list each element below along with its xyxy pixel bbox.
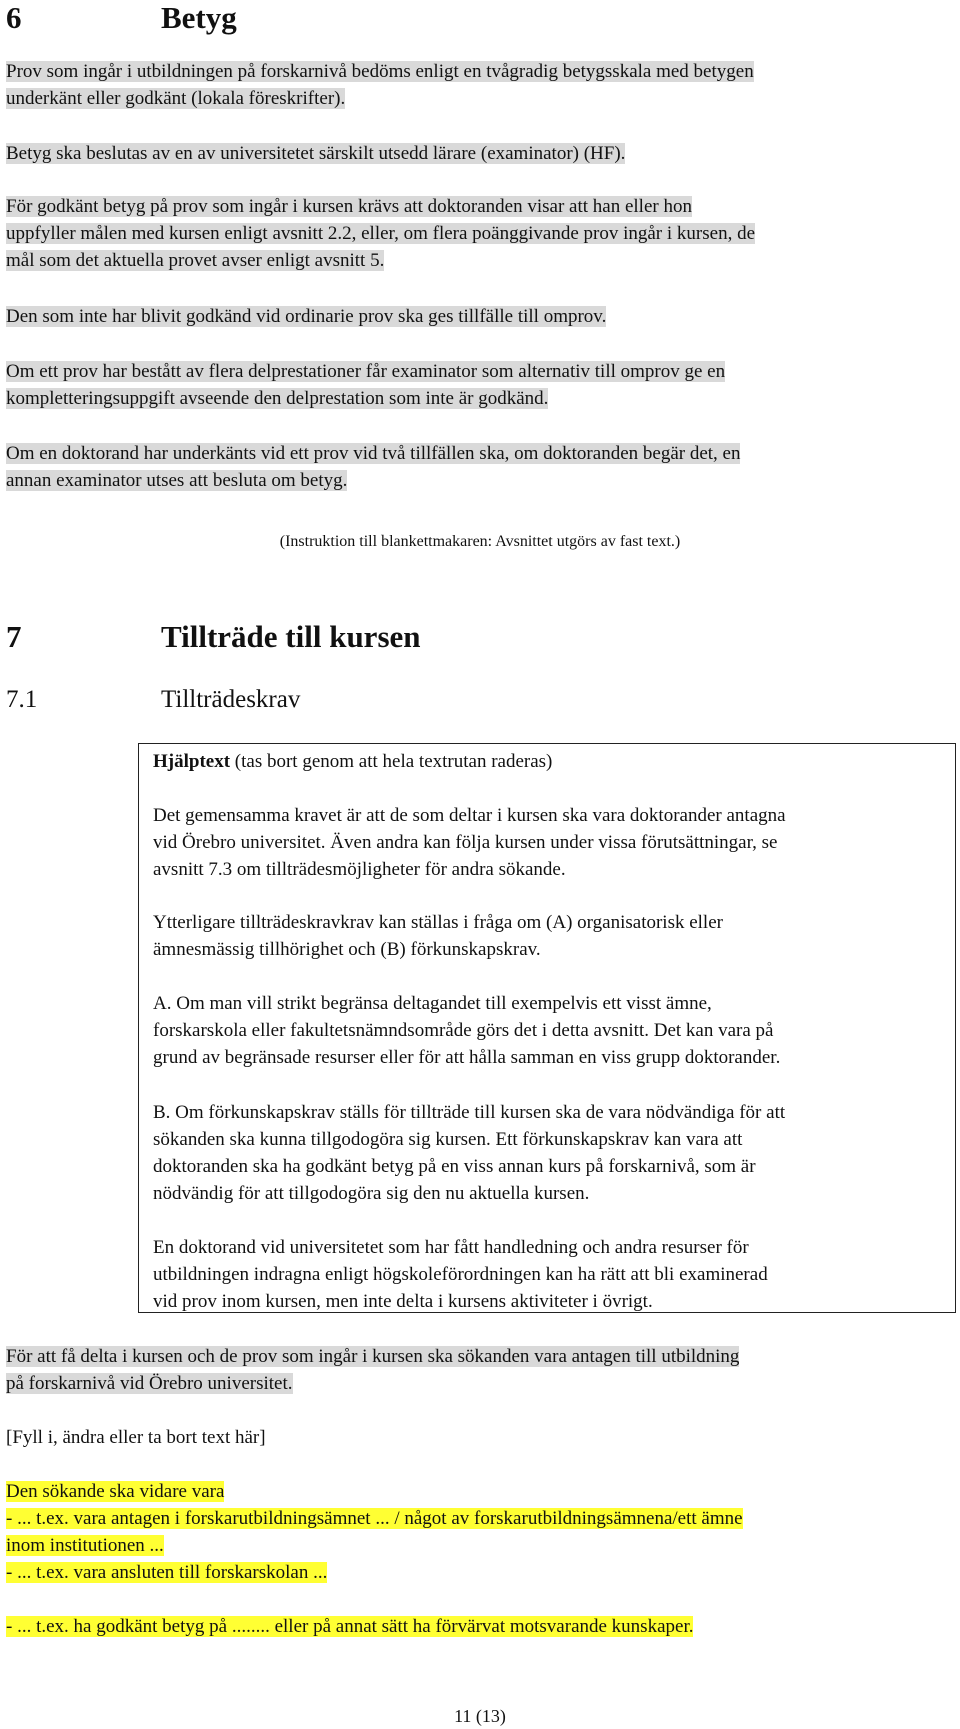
help-paragraph-4 <box>153 1099 943 1207</box>
text-line: Det gemensamma kravet är att de som deltar i kursen ska vara doktorander antagna <box>153 805 786 826</box>
text-line: på forskarnivå vid Örebro universitet. <box>6 1373 293 1394</box>
admission-paragraph <box>6 1343 946 1397</box>
text-line: avsnitt 7.3 om tillträdesmöjligheter för andra sökande. <box>153 859 566 880</box>
section-6-title: Betyg <box>161 0 237 35</box>
page-number: 11 (13) <box>454 1706 506 1726</box>
section-6-paragraph-5 <box>6 358 946 412</box>
help-paragraph-1 <box>153 802 943 883</box>
help-paragraph-2 <box>153 909 943 963</box>
text-line: Ytterligare tillträdeskravkrav kan ställas i fråga om (A) organisatorisk eller <box>153 912 723 933</box>
help-paragraph-3 <box>153 990 943 1071</box>
help-paragraph-5 <box>153 1234 943 1315</box>
text-line: Betyg ska beslutas av en av universitetet särskilt utsedd lärare (examinator) (HF). <box>6 143 626 164</box>
help-text-box[interactable] <box>138 743 956 1313</box>
help-text-label: Hjälptext <box>153 751 231 772</box>
section-6-paragraph-2 <box>6 140 946 167</box>
text-line: - ... t.ex. ha godkänt betyg på ........ eller på annat sätt ha förvärvat motsvarande kunskaper. <box>6 1616 694 1637</box>
subsection-7-1-number: 7.1 <box>6 686 38 713</box>
text-line: För godkänt betyg på prov som ingår i kursen krävs att doktoranden visar att han eller hon <box>6 196 692 217</box>
subsection-7-1-title: Tillträdeskrav <box>161 686 301 713</box>
form-maker-instruction: (Instruktion till blankettmakaren: Avsnittet utgörs av fast text.) <box>279 533 681 550</box>
text-line: Om en doktorand har underkänts vid ett prov vid två tillfällen ska, om doktoranden begär det, en <box>6 443 741 464</box>
text-line: nödvändig för att tillgodogöra sig den nu aktuella kursen. <box>153 1183 590 1204</box>
text-line: ämnesmässig tillhörighet och (B) förkunskapskrav. <box>153 939 541 960</box>
section-6-paragraph-4 <box>6 303 946 330</box>
text-line: mål som det aktuella provet avser enligt avsnitt 5. <box>6 250 385 271</box>
text-line: Om ett prov har bestått av flera delprestationer får examinator som alternativ till omprov ge en <box>6 361 726 382</box>
text-line: A. Om man vill strikt begränsa deltagandet till exempelvis ett visst ämne, <box>153 993 712 1014</box>
text-line: Prov som ingår i utbildningen på forskarnivå bedöms enligt en tvågradig betygsskala med betygen <box>6 61 754 82</box>
text-line: uppfyller målen med kursen enligt avsnitt 2.2, eller, om flera poänggivande prov ingår i kursen, de <box>6 223 755 244</box>
text-line: För att få delta i kursen och de prov som ingår i kursen ska sökanden vara antagen till utbildning <box>6 1346 740 1367</box>
text-line: grund av begränsade resurser eller för att hålla samman en viss grupp doktorander. <box>153 1047 781 1068</box>
text-line: kompletteringsuppgift avseende den delprestation som inte är godkänd. <box>6 388 549 409</box>
text-line: utbildningen indragna enligt högskoleförordningen kan ha rätt att bli examinerad <box>153 1264 768 1285</box>
text-line: underkänt eller godkänt (lokala föreskrifter). <box>6 88 346 109</box>
text-line: vid prov inom kursen, men inte delta i kursens aktiviteter i övrigt. <box>153 1291 653 1312</box>
admission-requirements-list[interactable] <box>6 1478 946 1586</box>
text-line: Den som inte har blivit godkänd vid ordinarie prov ska ges tillfälle till omprov. <box>6 306 607 327</box>
text-line: doktoranden ska ha godkänt betyg på en viss annan kurs på forskarnivå, som är <box>153 1156 756 1177</box>
text-line: B. Om förkunskapskrav ställs för tillträde till kursen ska de vara nödvändiga för att <box>153 1102 786 1123</box>
section-7-number: 7 <box>6 619 22 654</box>
section-7-title: Tillträde till kursen <box>161 619 421 654</box>
section-6-number: 6 <box>6 0 22 35</box>
text-line: inom institutionen ... <box>6 1535 164 1556</box>
prior-knowledge-line[interactable] <box>6 1613 946 1640</box>
text-line: vid Örebro universitet. Även andra kan följa kursen under vissa förutsättningar, se <box>153 832 778 853</box>
text-line: annan examinator utses att besluta om betyg. <box>6 470 348 491</box>
text-line: Den sökande ska vidare vara <box>6 1481 225 1502</box>
section-6-paragraph-3 <box>6 193 946 274</box>
section-6-paragraph-1 <box>6 58 946 112</box>
help-text-heading <box>153 748 943 775</box>
text-line: - ... t.ex. vara ansluten till forskarskolan ... <box>6 1562 328 1583</box>
text-line: - ... t.ex. vara antagen i forskarutbildningsämnet ... / något av forskarutbildningsämnena/ett ämne <box>6 1508 743 1529</box>
help-text-note: (tas bort genom att hela textrutan raderas) <box>230 751 553 772</box>
fill-in-placeholder[interactable]: [Fyll i, ändra eller ta bort text här] <box>6 1427 266 1448</box>
text-line: sökanden ska kunna tillgodogöra sig kursen. Ett förkunskapskrav kan vara att <box>153 1129 743 1150</box>
section-6-paragraph-6 <box>6 440 946 494</box>
text-line: forskarskola eller fakultetsnämndsområde görs det i detta avsnitt. Det kan vara på <box>153 1020 774 1041</box>
text-line: En doktorand vid universitetet som har fått handledning och andra resurser för <box>153 1237 749 1258</box>
